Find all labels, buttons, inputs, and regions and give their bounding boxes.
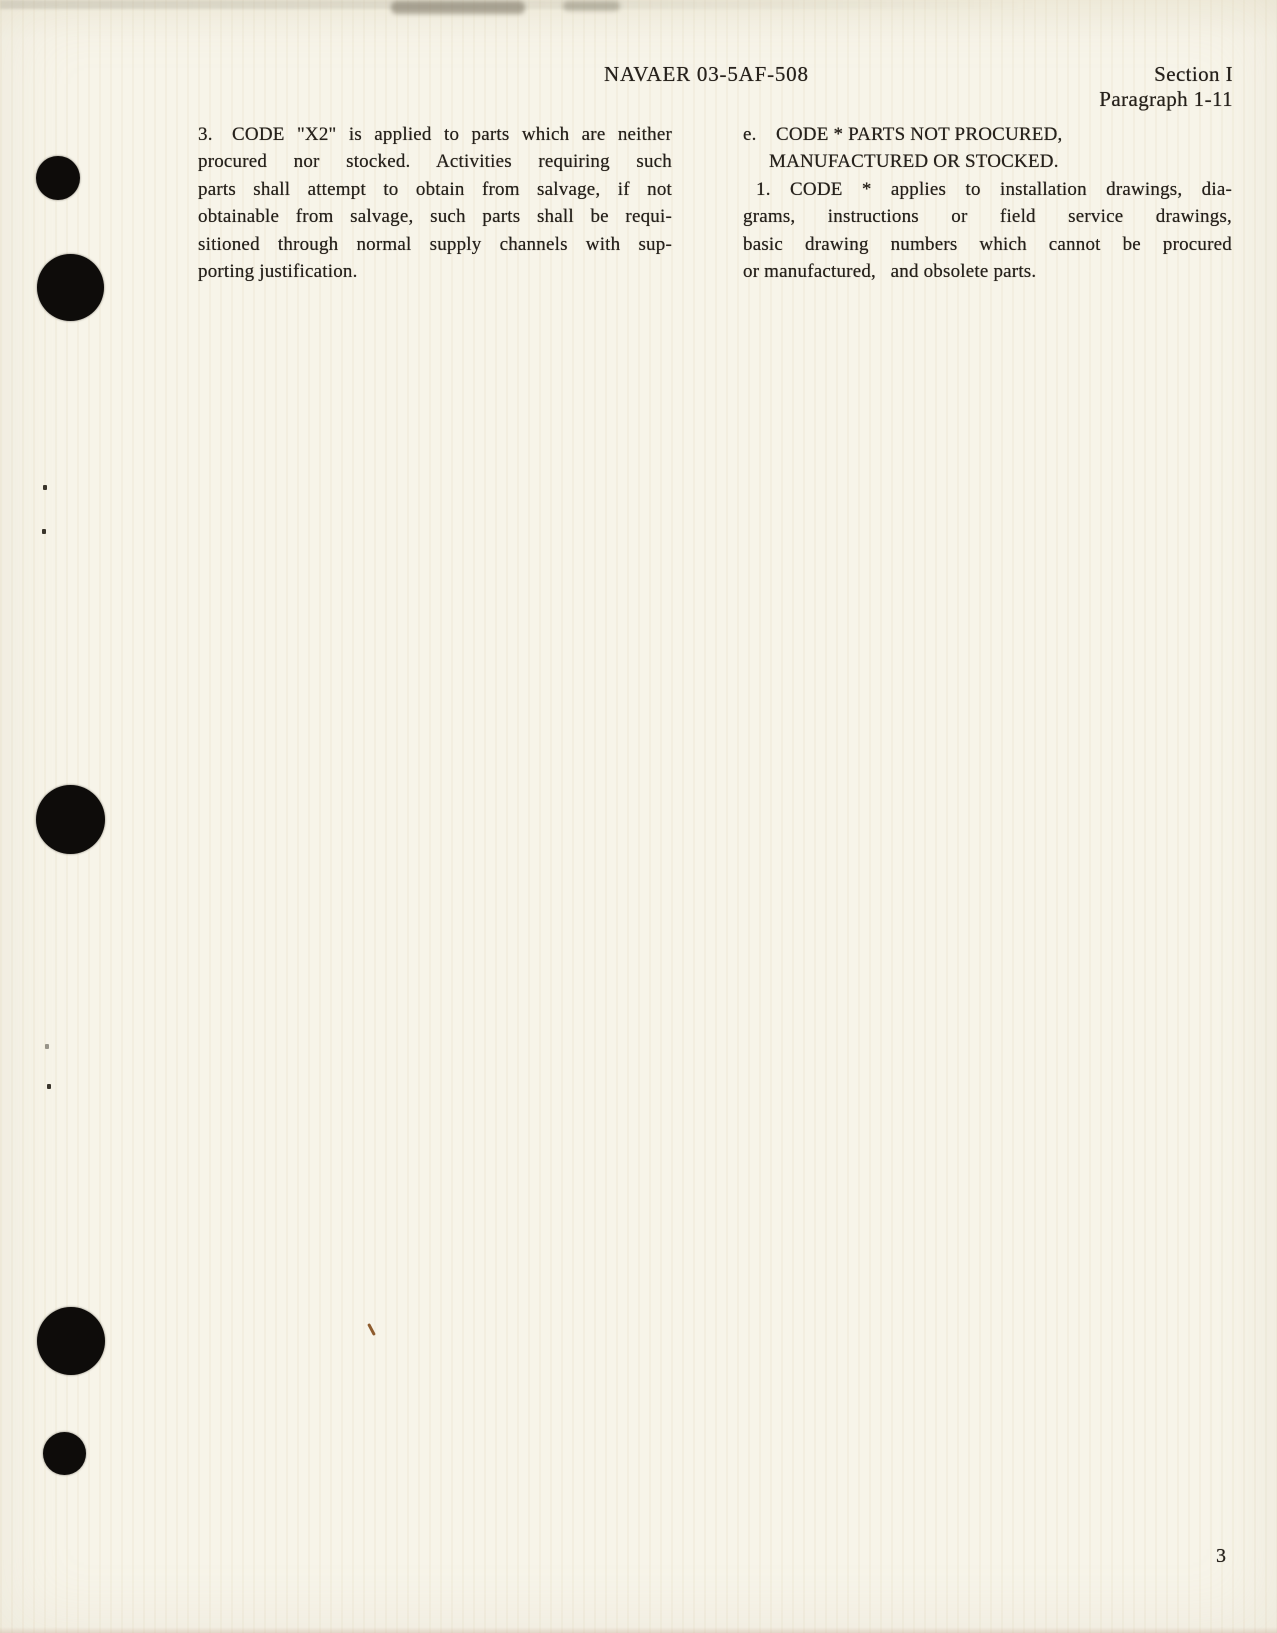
hole-punch-mark [37,254,104,321]
paragraph-reference-label: Paragraph 1-11 [1099,87,1233,111]
text-line: porting justification. [198,261,358,283]
ink-speck [42,529,46,534]
left-text-column [198,121,672,285]
scan-smudge [391,1,525,14]
page-number: 3 [1216,1545,1227,1567]
text-line: sitioned through normal supply channels with sup- [198,233,672,255]
section-reference-block [1099,62,1233,112]
text-line: or manufactured, and obsolete parts. [743,261,1037,283]
text-line: basic drawing numbers which cannot be procured [743,233,1232,255]
paragraph-code-x2 [198,121,672,285]
text-line: parts shall attempt to obtain from salvage, if not [198,178,672,200]
paragraph-code-asterisk [743,176,1232,286]
scan-edge-artifact [0,1627,1277,1633]
hole-punch-mark [36,785,105,854]
text-line: e. CODE * PARTS NOT PROCURED, [743,124,1063,145]
text-line: obtainable from salvage, such parts shall be requi- [198,206,672,228]
text-line: 1. CODE * applies to installation drawings, dia- [756,178,1232,200]
hole-punch-mark [37,1307,105,1375]
text-line: 3. CODE "X2" is applied to parts which are neither [198,124,672,145]
text-line: grams, instructions or field service drawings, [743,206,1232,228]
hole-punch-mark [36,156,80,200]
right-text-column [743,121,1232,285]
text-line: MANUFACTURED OR STOCKED. [769,151,1059,173]
document-number: NAVAER 03-5AF-508 [604,62,809,86]
text-line: procured nor stocked. Activities requiring such [198,151,672,173]
ink-speck [47,1084,51,1089]
ink-speck [43,485,47,490]
scan-smudge [563,1,620,11]
item-e-heading [743,121,1232,176]
hole-punch-mark [43,1432,86,1475]
ink-speck [45,1044,49,1049]
section-label: Section I [1154,62,1233,86]
pen-scratch-mark [367,1323,376,1336]
